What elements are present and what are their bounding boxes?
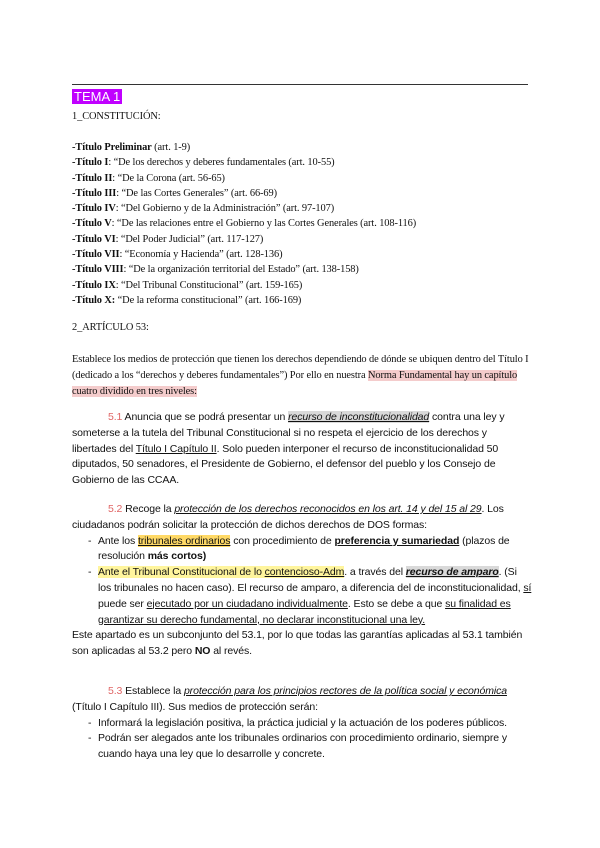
highlight-contencioso: contencioso-Adm [264, 566, 345, 579]
title-detail: : “Economía y Hacienda” (art. 128-136) [119, 249, 283, 261]
text: con procedimiento de [230, 534, 335, 547]
title-name: -Título III [72, 187, 117, 199]
list-item: - Informará la legislación positiva, la práctica judicial y la actuación de los poderes públicos. [72, 716, 532, 732]
text: . a través del [344, 566, 406, 579]
underline-finalidad: su finalidad es garantizar su derecho fundamental, no declarar inconstitucional una ley. [98, 597, 511, 626]
text: Ante los [98, 534, 138, 547]
title-detail: : “Del Tribunal Constitucional” (art. 159-165) [115, 279, 303, 291]
text: . Los ciudadanos podrán solicitar la protección de dichos derechos de DOS formas: [72, 503, 504, 531]
title-name: -Título VIII [72, 264, 124, 276]
section-number: 5.3 [108, 685, 123, 697]
text: Establece la [122, 685, 184, 697]
underline-ejecutado: ejecutado por un ciudadano individualmente [146, 597, 348, 610]
title-name: -Título II [72, 172, 113, 184]
intro-text: Establece los medios de protección que tienen los derechos dependiendo de dónde se ubiquen dentro del Título I (dedicado a los “derechos y deberes fundamentales”) Por ello en nuestra [72, 354, 529, 381]
bullet-list-5-2 [72, 534, 532, 629]
header-rule [72, 84, 528, 85]
bold-preferencia: preferencia y sumariedad [334, 534, 460, 547]
topic-title: TEMA 1 [74, 89, 121, 104]
title-name: -Título IX [72, 279, 116, 291]
bold-no: NO [194, 645, 211, 658]
paragraph-5-3-intro [72, 684, 532, 716]
title-item [72, 201, 532, 216]
titles-list [72, 140, 532, 308]
articulo-intro [72, 352, 532, 400]
text: Este apartado es un subconjunto del 53.1, por lo que todas las garantías aplicadas al 53.1 también son aplicadas al 53.2 pero [72, 629, 523, 658]
title-detail: : “De las relaciones entre el Gobierno y las Cortes Generales (art. 108-116) [111, 218, 417, 230]
underline-principios: protección para los principios rectores de la política social y económica [183, 685, 507, 697]
title-item [72, 232, 532, 247]
section-number: 5.1 [108, 411, 123, 423]
title-name: -Título X: [72, 294, 116, 306]
highlight-tribunal-constitucional: Ante el Tribunal Constitucional de lo [98, 566, 265, 579]
title-detail: : “Del Gobierno y de la Administración” (art. 97-107) [115, 203, 335, 215]
title-name: -Título VI [72, 233, 116, 245]
paragraph-5-1 [72, 410, 532, 489]
bold-mas-cortos: más cortos) [147, 550, 207, 563]
section-heading-articulo: 2_ARTÍCULO 53: [72, 322, 149, 333]
list-item [72, 565, 532, 628]
highlight-recurso-amparo: recurso de amparo [405, 566, 499, 579]
title-item [72, 171, 532, 186]
underline-titulo: Título I Capítulo II [135, 442, 217, 455]
title-detail: : “De la organización territorial del Estado” (art. 138-158) [123, 264, 359, 276]
text: (Título I Capítulo III). Sus medios de protección serán: [72, 700, 318, 713]
title-detail: : “De los derechos y deberes fundamentales (art. 10-55) [108, 157, 335, 169]
paragraph-5-3 [72, 684, 532, 763]
list-item: - Podrán ser alegados ante los tribunales ordinarios con procedimiento ordinario, siempre y cuando haya una ley que lo desarrolle y concrete. [72, 731, 532, 763]
title-item [72, 293, 532, 308]
title-detail: : “De las Cortes Generales” (art. 66-69) [116, 187, 277, 199]
text: puede ser [98, 597, 147, 610]
text: (plazos de resolución [98, 534, 510, 563]
text: . (Si los tribunales no hacen caso). El recurso de amparo, a diferencia del de inconstitucionalidad, [98, 566, 524, 594]
title-item [72, 262, 532, 277]
title-detail: : “De la Corona (art. 56-65) [112, 172, 225, 184]
underline-si: sí [523, 581, 532, 594]
intro-highlight: Norma Fundamental hay un capítulo cuatro dividido en tres niveles: [72, 370, 518, 397]
highlight-tribunales: tribunales ordinarios [137, 534, 231, 547]
text: al revés. [210, 645, 252, 658]
bullet-list-5-3 [72, 716, 532, 763]
paragraph-5-2-intro [72, 502, 532, 534]
title-detail: : “Del Poder Judicial” (art. 117-127) [115, 233, 264, 245]
paragraph-5-2 [72, 502, 532, 660]
title-item [72, 140, 532, 155]
title-item [72, 155, 532, 170]
paragraph-5-2-after [72, 628, 532, 660]
title-item [72, 216, 532, 231]
title-name: -Título VII [72, 249, 120, 261]
underline-proteccion: protección de los derechos reconocidos en los art. 14 y del 15 al 29 [174, 503, 482, 515]
title-detail: “De la reforma constitucional” (art. 166-169) [115, 294, 302, 306]
text: contra una ley y someterse a la tutela del Tribunal Constitucional si no respeta el ejercicio de los derechos y libertades del [72, 411, 505, 455]
title-name: -Título Preliminar [72, 142, 152, 153]
title-name: -Título V [72, 218, 112, 230]
text: Recoge la [122, 503, 175, 515]
text: Anuncia que se podrá presentar un [122, 411, 289, 423]
title-detail: (art. 1-9) [151, 142, 191, 153]
text: . Esto se debe a que [347, 597, 446, 610]
title-item [72, 186, 532, 201]
title-name: -Título IV [72, 203, 116, 215]
title-item [72, 247, 532, 262]
section-heading-constitucion: 1_CONSTITUCIÓN: [72, 111, 161, 122]
section-number: 5.2 [108, 503, 123, 515]
title-name: -Título I [72, 157, 109, 169]
highlight-recurso-inconstitucionalidad: recurso de inconstitucionalidad [288, 411, 430, 423]
text: . Solo pueden interponer el recurso de inconstitucionalidad 50 diputados, 50 senadores, el Presidente de Gobierno, el defensor del pueblo y los Consejo de Gobierno de las CCAA. [72, 442, 499, 487]
list-item [72, 534, 532, 566]
title-item [72, 278, 532, 293]
